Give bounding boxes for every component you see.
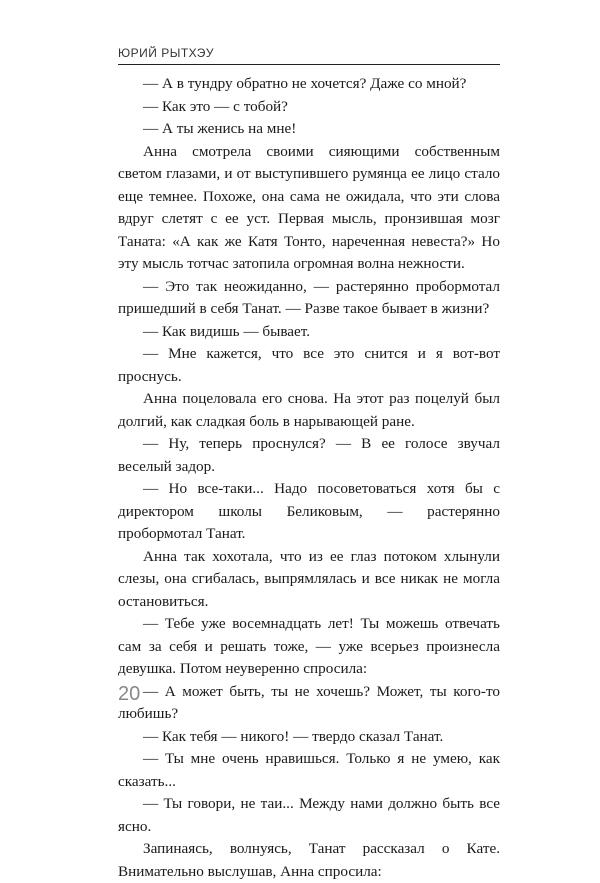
paragraph: — Это так неожиданно, — растерянно пробормотал пришедший в себя Танат. — Разве такое бывает в жизни? [118,277,500,317]
running-header [118,44,500,65]
paragraph: — Ты говори, не таи... Между нами должно быть все ясно. [118,795,500,835]
page-number: 20 [118,683,141,705]
paragraph: Анна так хохотала, что из ее глаз потоком хлынули слезы, она сгибалась, выпрямлялась и все никак не могла остановиться. [118,547,500,610]
author-name: ЮРИЙ РЫТХЭУ [118,46,215,60]
paragraph: Анна поцеловала его снова. На этот раз поцелуй был долгий, как сладкая боль в нарывающей ране. [118,390,500,430]
paragraph: Запинаясь, волнуясь, Танат рассказал о Кате. Внимательно выслушав, Анна спросила: [118,840,500,880]
paragraph: — Мне кажется, что все это снится и я вот-вот проснусь. [118,345,500,385]
paragraph: Анна смотрела своими сияющими собственным светом глазами, и от выступившего румянца ее лицо стало еще темнее. Похоже, она сама не ожидала, что эти слова вдруг слетят с ее уст. Первая мысль, пронзившая мозг Таната: «А как же Катя Тонто, нареченная невеста?» Но эту мысль тотчас затопила огромная волна нежности. [118,142,500,272]
paragraph: — Как видишь — бывает. [143,322,311,340]
paragraph: — Ну, теперь проснулся? — В ее голосе звучал веселый задор. [118,435,500,475]
paragraph: — Ты мне очень нравишься. Только я не умею, как сказать... [118,750,500,790]
paragraph: — Но все-таки... Надо посоветоваться хотя бы с директором школы Беликовым, — растерянно пробормотал Танат. [118,480,500,542]
paragraph: — Как это — с тобой? [143,97,288,115]
paragraph: — Тебе уже восемнадцать лет! Ты можешь отвечать сам за себя и решать тоже, — уже всерьез произнесла девушка. Потом неуверенно спросила: [118,615,500,677]
paragraph: — А может быть, ты не хочешь? Может, ты кого-то любишь? [118,682,500,722]
paragraph: — А в тундру обратно не хочется? Даже со мной? [143,75,467,92]
paragraph: — Как тебя — никого! — твердо сказал Танат. [143,727,444,745]
paragraph: — А ты женись на мне! [143,120,297,137]
body-text [118,73,500,883]
